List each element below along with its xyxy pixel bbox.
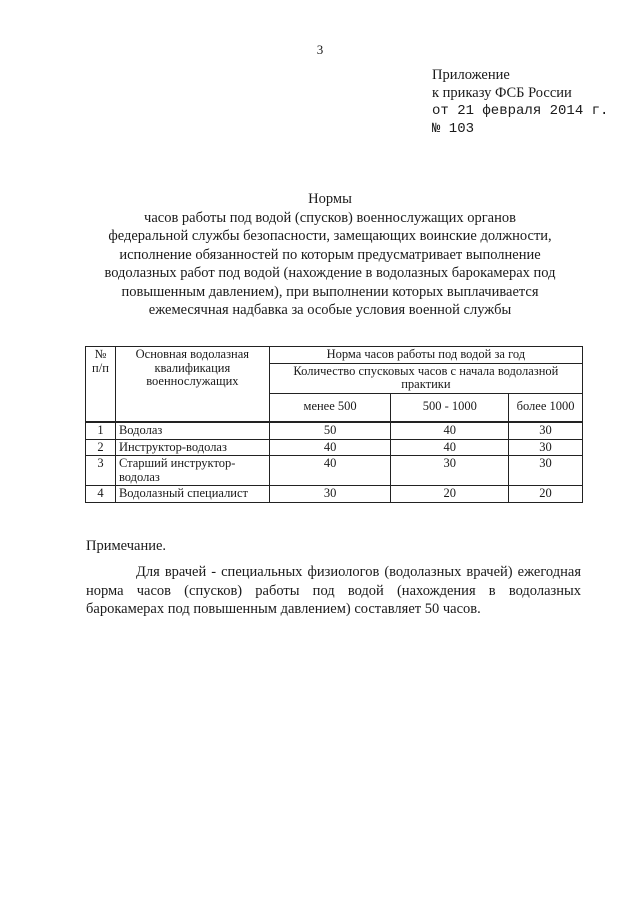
title-line-6: ежемесячная надбавка за особые условия военной службы — [148, 302, 512, 318]
title-line-3: исполнение обязанностей по которым предусматривает выполнение — [119, 246, 541, 263]
title-line-5: повышенным давлением), при выполнении которых выплачивается — [121, 283, 539, 300]
row-number: 3 — [86, 456, 116, 486]
row-value-more-1000: 30 — [509, 456, 583, 486]
table-row — [86, 486, 583, 503]
header-norm: Норма часов работы под водой за год — [269, 347, 582, 364]
note-text: Для врачей - специальных физиологов (водолазных врачей) ежегодная норма часов (спусков) работы под водой (нахождения в водолазных барокамерах под повышенным давлением) составляет 50 часов. — [86, 564, 581, 617]
table-row — [86, 439, 583, 456]
title-line-2: федеральной службы безопасности, замещающих воинские должности, — [108, 228, 552, 244]
row-value-500-1000: 40 — [391, 422, 509, 439]
row-number: 4 — [86, 486, 116, 503]
appendix-line-4: № 103 — [432, 121, 475, 137]
header-less-500: менее 500 — [269, 393, 391, 422]
appendix-block — [432, 66, 608, 138]
row-value-more-1000: 30 — [509, 439, 583, 456]
row-value-less-500: 40 — [269, 439, 391, 456]
row-value-less-500: 30 — [269, 486, 391, 503]
table-header-row-1 — [86, 347, 583, 364]
row-number: 2 — [86, 439, 116, 456]
row-qualification: Водолазный специалист — [115, 486, 269, 503]
row-value-more-1000: 30 — [509, 422, 583, 439]
row-value-500-1000: 40 — [391, 439, 509, 456]
appendix-line-1: Приложение — [432, 67, 510, 83]
row-qualification: Инструктор-водолаз — [115, 439, 269, 456]
row-qualification: Старший инструктор-водолаз — [115, 456, 269, 486]
header-count: Количество спусковых часов с начала водолазной практики — [269, 363, 582, 393]
title-line-4: водолазных работ под водой (нахождение в водолазных барокамерах под — [104, 265, 556, 281]
header-number: № п/п — [86, 347, 116, 423]
row-value-500-1000: 30 — [391, 456, 509, 486]
header-500-1000: 500 - 1000 — [391, 393, 509, 422]
norms-table — [85, 346, 583, 503]
appendix-line-2: к приказу ФСБ России — [432, 85, 572, 101]
header-qualification: Основная водолазная квалификация военнослужащих — [115, 347, 269, 423]
table-row — [86, 456, 583, 486]
row-number: 1 — [86, 422, 116, 439]
page-number: 3 — [316, 42, 324, 57]
note-heading: Примечание. — [86, 538, 167, 554]
row-qualification: Водолаз — [115, 422, 269, 439]
row-value-more-1000: 20 — [509, 486, 583, 503]
appendix-line-3: от 21 февраля 2014 г. — [432, 103, 609, 119]
row-value-less-500: 50 — [269, 422, 391, 439]
document-title — [80, 190, 580, 320]
header-more-1000: более 1000 — [509, 393, 583, 422]
table-row — [86, 422, 583, 439]
row-value-less-500: 40 — [269, 456, 391, 486]
title-line-1: часов работы под водой (спусков) военнослужащих органов — [144, 209, 516, 226]
title-heading: Нормы — [308, 191, 352, 207]
row-value-500-1000: 20 — [391, 486, 509, 503]
